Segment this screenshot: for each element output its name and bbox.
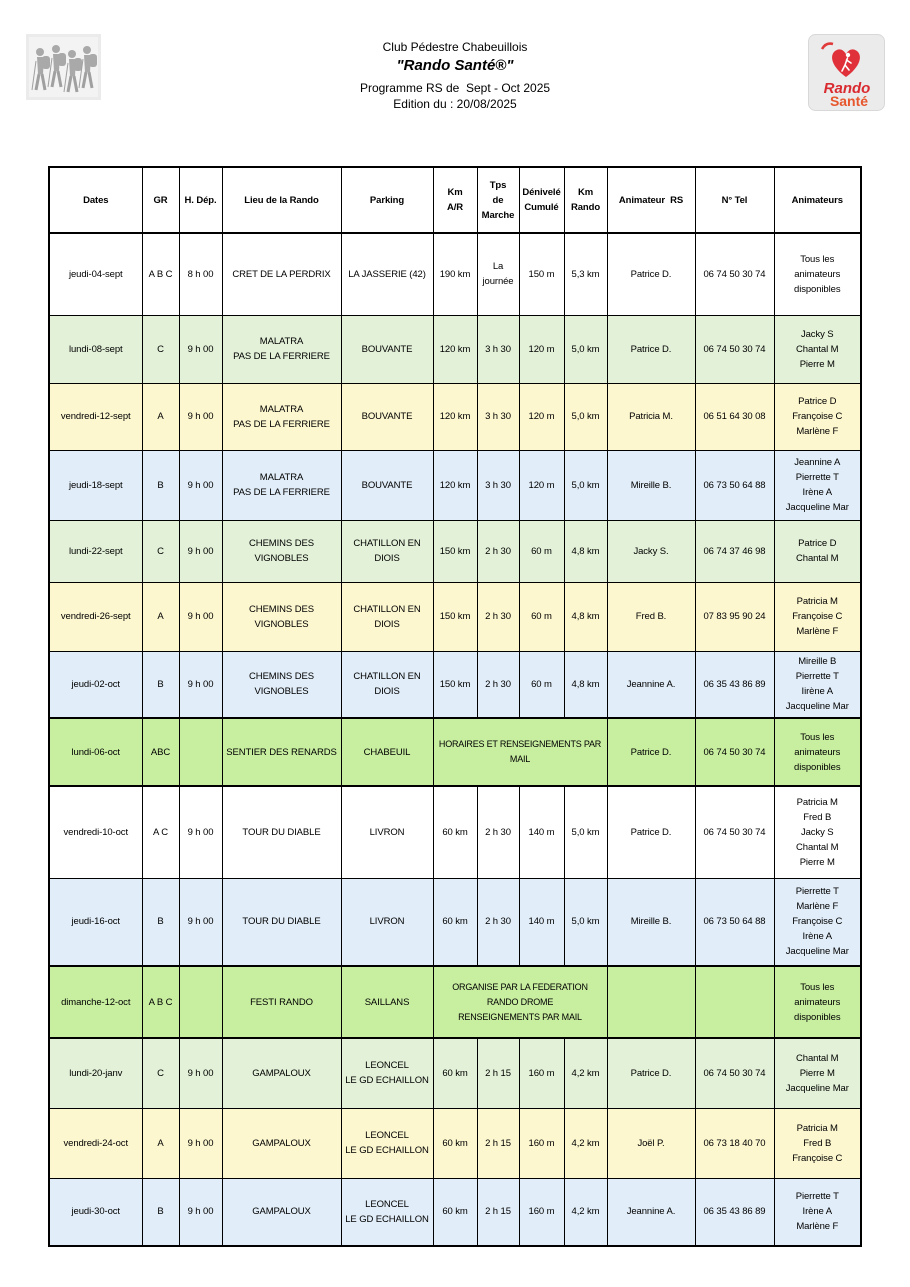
group-cell: A B C <box>142 966 179 1038</box>
phone-cell: 06 74 50 30 74 <box>695 718 774 786</box>
walking-time-cell: 3 h 30 <box>477 315 519 383</box>
hike-km-cell: 5,0 km <box>564 878 607 966</box>
leader-cell: Patrice D. <box>607 315 695 383</box>
walking-time-cell: La journée <box>477 233 519 315</box>
elevation-cell: 140 m <box>519 878 564 966</box>
place-cell: CHEMINS DES VIGNOBLES <box>222 582 341 651</box>
co-leaders-cell: Patricia M Françoise C Marlène F <box>774 582 861 651</box>
group-cell: A <box>142 383 179 450</box>
co-leaders-cell: Tous les animateurs disponibles <box>774 718 861 786</box>
parking-cell: LIVRON <box>341 878 433 966</box>
table-row <box>49 718 861 786</box>
leader-cell <box>607 966 695 1038</box>
walking-time-cell: 2 h 30 <box>477 651 519 718</box>
elevation-cell: 150 m <box>519 233 564 315</box>
hike-km-cell: 5,0 km <box>564 383 607 450</box>
co-leaders-cell: Tous les animateurs disponibles <box>774 966 861 1038</box>
co-leaders-cell: Mireille B Pierrette T Iirène A Jacqueline Mar <box>774 651 861 718</box>
parking-cell: BOUVANTE <box>341 383 433 450</box>
leader-cell: Jeannine A. <box>607 651 695 718</box>
place-cell: MALATRA PAS DE LA FERRIERE <box>222 315 341 383</box>
place-cell: GAMPALOUX <box>222 1038 341 1108</box>
date-cell: lundi-20-janv <box>49 1038 142 1108</box>
round-trip-km-cell: 150 km <box>433 651 477 718</box>
table-row <box>49 383 861 450</box>
elevation-cell: 120 m <box>519 450 564 520</box>
group-cell: B <box>142 1178 179 1246</box>
co-leaders-cell: Patricia M Fred B Jacky S Chantal M Pierre M <box>774 786 861 878</box>
parking-cell: LIVRON <box>341 786 433 878</box>
parking-cell: BOUVANTE <box>341 315 433 383</box>
co-leaders-cell: Tous les animateurs disponibles <box>774 233 861 315</box>
group-cell: B <box>142 651 179 718</box>
date-cell: vendredi-10-oct <box>49 786 142 878</box>
parking-cell: LEONCEL LE GD ECHAILLON <box>341 1108 433 1178</box>
elevation-cell: 160 m <box>519 1038 564 1108</box>
group-cell: C <box>142 315 179 383</box>
co-leaders-cell: Patrice D Chantal M <box>774 520 861 582</box>
round-trip-km-cell: 60 km <box>433 878 477 966</box>
leader-cell: Joël P. <box>607 1108 695 1178</box>
group-cell: A B C <box>142 233 179 315</box>
departure-time-cell: 9 h 00 <box>179 450 222 520</box>
info-note-cell: ORGANISE PAR LA FEDERATION RANDO DROME RENSEIGNEMENTS PAR MAIL <box>433 966 607 1038</box>
departure-time-cell: 9 h 00 <box>179 651 222 718</box>
round-trip-km-cell: 120 km <box>433 450 477 520</box>
table-row <box>49 582 861 651</box>
group-cell: A C <box>142 786 179 878</box>
date-cell: lundi-06-oct <box>49 718 142 786</box>
logo-text-sante: Santé <box>829 93 869 109</box>
co-leaders-cell: Patrice D Françoise C Marlène F <box>774 383 861 450</box>
leader-cell: Mireille B. <box>607 878 695 966</box>
edition-date: Edition du : 20/08/2025 <box>393 97 517 111</box>
table-row <box>49 1038 861 1108</box>
col-header-group: GR <box>142 167 179 233</box>
walking-time-cell: 2 h 15 <box>477 1108 519 1178</box>
co-leaders-cell: Chantal M Pierre M Jacqueline Mar <box>774 1038 861 1108</box>
place-cell: GAMPALOUX <box>222 1178 341 1246</box>
date-cell: jeudi-16-oct <box>49 878 142 966</box>
place-cell: CRET DE LA PERDRIX <box>222 233 341 315</box>
walking-time-cell: 3 h 30 <box>477 450 519 520</box>
departure-time-cell: 9 h 00 <box>179 1178 222 1246</box>
table-row <box>49 786 861 878</box>
col-header-parking: Parking <box>341 167 433 233</box>
date-cell: jeudi-30-oct <box>49 1178 142 1246</box>
phone-cell: 06 35 43 86 89 <box>695 651 774 718</box>
table-row <box>49 520 861 582</box>
place-cell: FESTI RANDO <box>222 966 341 1038</box>
parking-cell: SAILLANS <box>341 966 433 1038</box>
group-cell: ABC <box>142 718 179 786</box>
leader-cell: Patrice D. <box>607 1038 695 1108</box>
col-header-hike-km: Km Rando <box>564 167 607 233</box>
date-cell: jeudi-04-sept <box>49 233 142 315</box>
table-row <box>49 651 861 718</box>
place-cell: CHEMINS DES VIGNOBLES <box>222 520 341 582</box>
date-cell: vendredi-12-sept <box>49 383 142 450</box>
phone-cell: 06 74 50 30 74 <box>695 233 774 315</box>
departure-time-cell: 9 h 00 <box>179 786 222 878</box>
parking-cell: LEONCEL LE GD ECHAILLON <box>341 1038 433 1108</box>
place-cell: SENTIER DES RENARDS <box>222 718 341 786</box>
table-row <box>49 315 861 383</box>
date-cell: lundi-08-sept <box>49 315 142 383</box>
col-header-elevation: Dénivelé Cumulé <box>519 167 564 233</box>
walking-time-cell: 2 h 30 <box>477 786 519 878</box>
co-leaders-cell: Pierrette T Irène A Marlène F <box>774 1178 861 1246</box>
round-trip-km-cell: 60 km <box>433 1108 477 1178</box>
table-header-row <box>49 167 861 233</box>
group-cell: A <box>142 582 179 651</box>
club-name: Club Pédestre Chabeuillois <box>382 40 528 54</box>
departure-time-cell: 9 h 00 <box>179 1038 222 1108</box>
hike-km-cell: 4,2 km <box>564 1038 607 1108</box>
place-cell: TOUR DU DIABLE <box>222 786 341 878</box>
col-header-walking-time: Tps de Marche <box>477 167 519 233</box>
group-cell: C <box>142 1038 179 1108</box>
round-trip-km-cell: 150 km <box>433 520 477 582</box>
round-trip-km-cell: 60 km <box>433 1038 477 1108</box>
col-header-leader: Animateur RS <box>607 167 695 233</box>
walking-time-cell: 2 h 30 <box>477 520 519 582</box>
hike-km-cell: 4,2 km <box>564 1108 607 1178</box>
departure-time-cell: 8 h 00 <box>179 233 222 315</box>
phone-cell: 07 83 95 90 24 <box>695 582 774 651</box>
table-row <box>49 878 861 966</box>
parking-cell: LEONCEL LE GD ECHAILLON <box>341 1178 433 1246</box>
logo-text-rando: Rando <box>823 80 871 97</box>
date-cell: vendredi-24-oct <box>49 1108 142 1178</box>
leader-cell: Patrice D. <box>607 718 695 786</box>
date-cell: lundi-22-sept <box>49 520 142 582</box>
round-trip-km-cell: 60 km <box>433 786 477 878</box>
parking-cell: CHATILLON EN DIOIS <box>341 520 433 582</box>
parking-cell: CHABEUIL <box>341 718 433 786</box>
group-cell: B <box>142 450 179 520</box>
place-cell: CHEMINS DES VIGNOBLES <box>222 651 341 718</box>
program-title: "Rando Santé®" <box>396 57 514 74</box>
table-row <box>49 966 861 1038</box>
round-trip-km-cell: 120 km <box>433 315 477 383</box>
departure-time-cell: 9 h 00 <box>179 582 222 651</box>
co-leaders-cell: Jacky S Chantal M Pierre M <box>774 315 861 383</box>
parking-cell: BOUVANTE <box>341 450 433 520</box>
phone-cell <box>695 966 774 1038</box>
group-cell: A <box>142 1108 179 1178</box>
phone-cell: 06 74 50 30 74 <box>695 1038 774 1108</box>
elevation-cell: 60 m <box>519 520 564 582</box>
col-header-round-trip-km: Km A/R <box>433 167 477 233</box>
hike-km-cell: 5,0 km <box>564 450 607 520</box>
table-body <box>49 233 861 1246</box>
parking-cell: LA JASSERIE (42) <box>341 233 433 315</box>
elevation-cell: 60 m <box>519 582 564 651</box>
departure-time-cell: 9 h 00 <box>179 383 222 450</box>
group-cell: B <box>142 878 179 966</box>
hike-km-cell: 4,8 km <box>564 520 607 582</box>
walking-time-cell: 2 h 30 <box>477 878 519 966</box>
leader-cell: Patricia M. <box>607 383 695 450</box>
co-leaders-cell: Jeannine A Pierrette T Irène A Jacqueline Mar <box>774 450 861 520</box>
hike-km-cell: 5,3 km <box>564 233 607 315</box>
co-leaders-cell: Patricia M Fred B Françoise C <box>774 1108 861 1178</box>
parking-cell: CHATILLON EN DIOIS <box>341 582 433 651</box>
col-header-phone: N° Tel <box>695 167 774 233</box>
place-cell: MALATRA PAS DE LA FERRIERE <box>222 450 341 520</box>
leader-cell: Mireille B. <box>607 450 695 520</box>
col-header-co-leaders: Animateurs <box>774 167 861 233</box>
hike-km-cell: 5,0 km <box>564 315 607 383</box>
date-cell: jeudi-02-oct <box>49 651 142 718</box>
schedule-table <box>48 166 862 1247</box>
phone-cell: 06 35 43 86 89 <box>695 1178 774 1246</box>
leader-cell: Fred B. <box>607 582 695 651</box>
table-row <box>49 1178 861 1246</box>
date-cell: jeudi-18-sept <box>49 450 142 520</box>
parking-cell: CHATILLON EN DIOIS <box>341 651 433 718</box>
place-cell: TOUR DU DIABLE <box>222 878 341 966</box>
col-header-dates: Dates <box>49 167 142 233</box>
table-row <box>49 450 861 520</box>
elevation-cell: 160 m <box>519 1178 564 1246</box>
round-trip-km-cell: 120 km <box>433 383 477 450</box>
info-note-cell: HORAIRES ET RENSEIGNEMENTS PAR MAIL <box>433 718 607 786</box>
walking-time-cell: 2 h 15 <box>477 1038 519 1108</box>
departure-time-cell: 9 h 00 <box>179 878 222 966</box>
col-header-place: Lieu de la Rando <box>222 167 341 233</box>
co-leaders-cell: Pierrette T Marlène F Françoise C Irène A Jacqueline Mar <box>774 878 861 966</box>
place-cell: MALATRA PAS DE LA FERRIERE <box>222 383 341 450</box>
departure-time-cell: 9 h 00 <box>179 520 222 582</box>
departure-time-cell: 9 h 00 <box>179 1108 222 1178</box>
phone-cell: 06 73 50 64 88 <box>695 878 774 966</box>
hike-km-cell: 4,2 km <box>564 1178 607 1246</box>
phone-cell: 06 73 50 64 88 <box>695 450 774 520</box>
leader-cell: Patrice D. <box>607 233 695 315</box>
leader-cell: Patrice D. <box>607 786 695 878</box>
hike-km-cell: 4,8 km <box>564 651 607 718</box>
walking-time-cell: 3 h 30 <box>477 383 519 450</box>
elevation-cell: 120 m <box>519 383 564 450</box>
leader-cell: Jeannine A. <box>607 1178 695 1246</box>
date-cell: dimanche-12-oct <box>49 966 142 1038</box>
leader-cell: Jacky S. <box>607 520 695 582</box>
group-cell: C <box>142 520 179 582</box>
round-trip-km-cell: 190 km <box>433 233 477 315</box>
program-period: Programme RS de Sept - Oct 2025 <box>359 81 551 95</box>
phone-cell: 06 51 64 30 08 <box>695 383 774 450</box>
place-cell: GAMPALOUX <box>222 1108 341 1178</box>
phone-cell: 06 74 50 30 74 <box>695 315 774 383</box>
round-trip-km-cell: 60 km <box>433 1178 477 1246</box>
table-row <box>49 1108 861 1178</box>
table-row <box>49 233 861 315</box>
hike-km-cell: 4,8 km <box>564 582 607 651</box>
departure-time-cell: 9 h 00 <box>179 315 222 383</box>
phone-cell: 06 74 50 30 74 <box>695 786 774 878</box>
elevation-cell: 60 m <box>519 651 564 718</box>
walking-time-cell: 2 h 15 <box>477 1178 519 1246</box>
elevation-cell: 120 m <box>519 315 564 383</box>
date-cell: vendredi-26-sept <box>49 582 142 651</box>
hike-km-cell: 5,0 km <box>564 786 607 878</box>
col-header-departure: H. Dép. <box>179 167 222 233</box>
phone-cell: 06 74 37 46 98 <box>695 520 774 582</box>
departure-time-cell <box>179 966 222 1038</box>
phone-cell: 06 73 18 40 70 <box>695 1108 774 1178</box>
elevation-cell: 140 m <box>519 786 564 878</box>
walking-time-cell: 2 h 30 <box>477 582 519 651</box>
departure-time-cell <box>179 718 222 786</box>
elevation-cell: 160 m <box>519 1108 564 1178</box>
round-trip-km-cell: 150 km <box>433 582 477 651</box>
